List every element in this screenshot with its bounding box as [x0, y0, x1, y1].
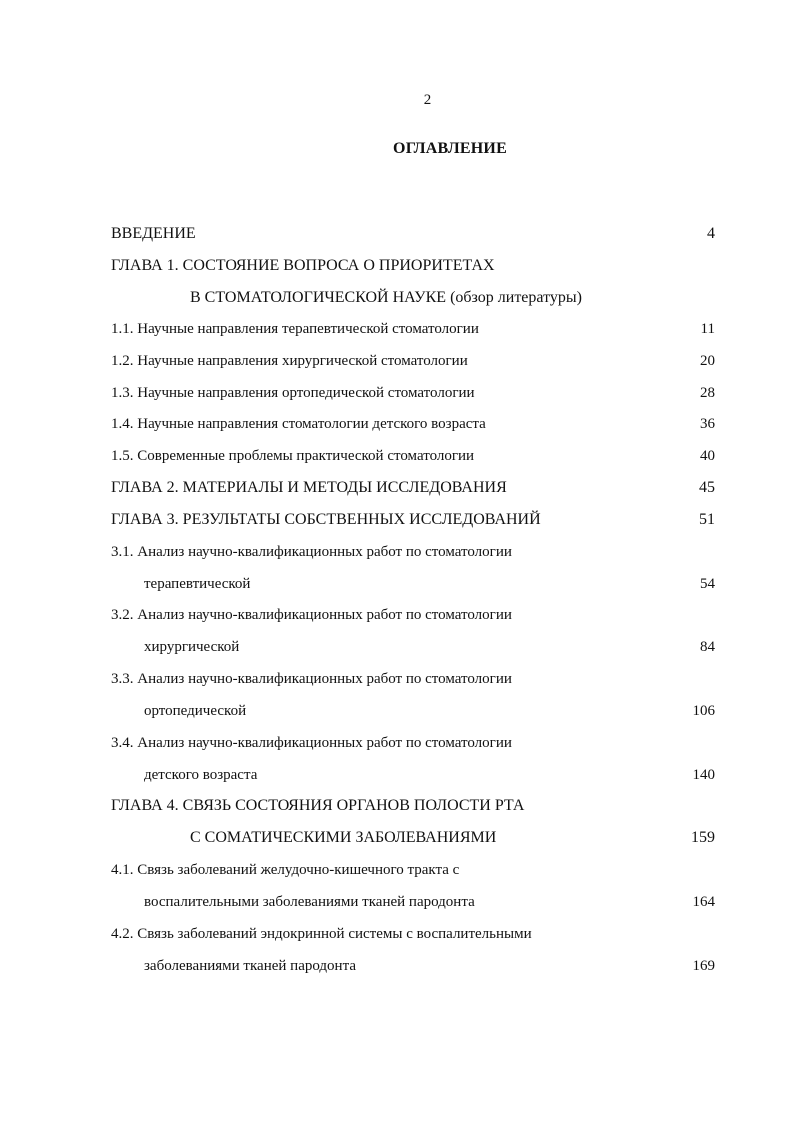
- toc-entry-page: 36: [700, 416, 715, 432]
- toc-entry-1-2[interactable]: [0, 349, 797, 373]
- toc-entry-text: 1.5. Современные проблемы практической стоматологии: [111, 448, 475, 464]
- toc-entry-page: 169: [692, 958, 715, 974]
- toc-entry-page: 106: [692, 703, 715, 719]
- toc-entry-text: ортопедической: [144, 703, 247, 719]
- toc-entry-text: заболеваниями тканей пародонта: [144, 958, 356, 974]
- toc-entry-chapter-3[interactable]: [0, 508, 797, 532]
- toc-entry-1-5[interactable]: [0, 444, 797, 468]
- toc-entry-page: 40: [700, 448, 715, 464]
- toc-entry-intro[interactable]: [0, 222, 797, 246]
- toc-entry-4-2-cont[interactable]: [0, 954, 797, 978]
- toc-entry-3-1[interactable]: [0, 540, 797, 564]
- toc-entry-text: ГЛАВА 3. РЕЗУЛЬТАТЫ СОБСТВЕННЫХ ИССЛЕДОВАНИЙ: [111, 511, 541, 528]
- toc-entry-text: В СТОМАТОЛОГИЧЕСКОЙ НАУКЕ (обзор литературы): [190, 289, 582, 306]
- toc-entry-page: 45: [699, 479, 715, 496]
- toc-entry-text: 3.2. Анализ научно-квалификационных работ по стоматологии: [111, 607, 512, 623]
- toc-entry-text: 4.1. Связь заболеваний желудочно-кишечного тракта с: [111, 862, 460, 878]
- toc-entry-page: 159: [691, 829, 715, 846]
- toc-entry-text: 3.4. Анализ научно-квалификационных работ по стоматологии: [111, 735, 512, 751]
- toc-entry-4-1-cont[interactable]: [0, 890, 797, 914]
- page-number: 2: [423, 92, 432, 108]
- toc-entry-page: 4: [707, 225, 715, 242]
- toc-entry-3-4-cont[interactable]: [0, 763, 797, 787]
- toc-entry-text: терапевтической: [144, 576, 251, 592]
- toc-entry-chapter-1[interactable]: [0, 254, 797, 278]
- toc-entry-chapter-4[interactable]: [0, 794, 797, 818]
- toc-entry-3-4[interactable]: [0, 731, 797, 755]
- toc-entry-4-1[interactable]: [0, 858, 797, 882]
- toc-entry-3-3[interactable]: [0, 667, 797, 691]
- toc-entry-chapter-4-cont[interactable]: [0, 826, 797, 850]
- toc-entry-1-3[interactable]: [0, 381, 797, 405]
- toc-entry-text: ГЛАВА 2. МАТЕРИАЛЫ И МЕТОДЫ ИССЛЕДОВАНИЯ: [111, 479, 507, 496]
- toc-entry-page: 84: [700, 639, 715, 655]
- toc-entry-3-3-cont[interactable]: [0, 699, 797, 723]
- toc-title: ОГЛАВЛЕНИЕ: [393, 140, 507, 157]
- toc-entry-3-2[interactable]: [0, 603, 797, 627]
- toc-entry-3-1-cont[interactable]: [0, 572, 797, 596]
- toc-entry-text: 1.3. Научные направления ортопедической стоматологии: [111, 385, 475, 401]
- toc-entry-text: детского возраста: [144, 767, 258, 783]
- toc-entry-text: воспалительными заболеваниями тканей пародонта: [144, 894, 475, 910]
- toc-entry-1-4[interactable]: [0, 412, 797, 436]
- toc-entry-1-1[interactable]: [0, 317, 797, 341]
- toc-entry-text: С СОМАТИЧЕСКИМИ ЗАБОЛЕВАНИЯМИ: [190, 829, 497, 846]
- toc-entry-page: 51: [699, 511, 715, 528]
- toc-entry-4-2[interactable]: [0, 922, 797, 946]
- toc-entry-text: хирургической: [144, 639, 240, 655]
- toc-entry-text: 1.4. Научные направления стоматологии детского возраста: [111, 416, 486, 432]
- toc-entry-chapter-1-cont[interactable]: [0, 286, 797, 310]
- toc-entry-page: 140: [692, 767, 715, 783]
- toc-entry-text: ГЛАВА 4. СВЯЗЬ СОСТОЯНИЯ ОРГАНОВ ПОЛОСТИ РТА: [111, 797, 525, 814]
- toc-entry-text: ВВЕДЕНИЕ: [111, 225, 196, 242]
- toc-entry-3-2-cont[interactable]: [0, 635, 797, 659]
- toc-entry-page: 28: [700, 385, 715, 401]
- toc-entry-page: 54: [700, 576, 715, 592]
- toc-entry-text: 4.2. Связь заболеваний эндокринной системы с воспалительными: [111, 926, 532, 942]
- toc-entry-text: 1.2. Научные направления хирургической стоматологии: [111, 353, 468, 369]
- toc-entry-page: 20: [700, 353, 715, 369]
- toc-entry-text: 3.3. Анализ научно-квалификационных работ по стоматологии: [111, 671, 512, 687]
- toc-entry-text: ГЛАВА 1. СОСТОЯНИЕ ВОПРОСА О ПРИОРИТЕТАХ: [111, 257, 495, 274]
- toc-entry-page: 164: [692, 894, 715, 910]
- toc-entry-page: 11: [700, 321, 715, 337]
- toc-entry-text: 3.1. Анализ научно-квалификационных работ по стоматологии: [111, 544, 512, 560]
- toc-entry-text: 1.1. Научные направления терапевтической стоматологии: [111, 321, 479, 337]
- toc-entry-chapter-2[interactable]: [0, 476, 797, 500]
